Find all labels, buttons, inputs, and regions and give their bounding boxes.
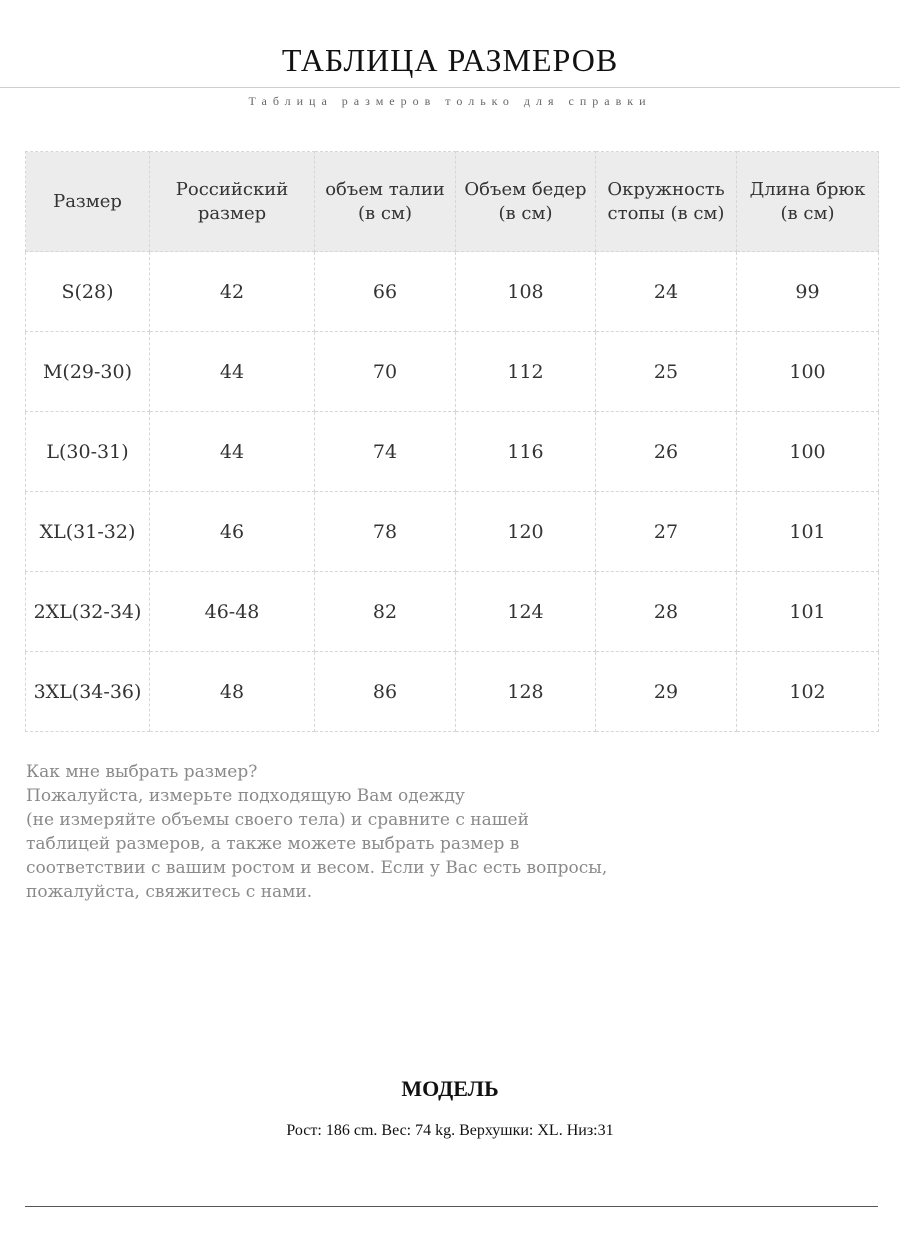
table-cell: 101 (737, 492, 879, 572)
table-row (26, 412, 879, 492)
table-header-row (26, 152, 879, 252)
table-cell: 124 (456, 572, 596, 652)
table-cell: 99 (737, 252, 879, 332)
column-header: Окружность стопы (в см) (596, 152, 737, 252)
table-cell: 48 (150, 652, 315, 732)
column-header: Российский размер (150, 152, 315, 252)
table-cell: 82 (315, 572, 456, 652)
table-row (26, 572, 879, 652)
model-heading: МОДЕЛЬ (401, 1076, 499, 1101)
table-cell: 28 (596, 572, 737, 652)
table-cell: 27 (596, 492, 737, 572)
size-guide-line: (не измеряйте объемы своего тела) и сравните с нашей (26, 810, 529, 830)
table-cell: 102 (737, 652, 879, 732)
size-guide-line: соответствии с вашим ростом и весом. Если у Вас есть вопросы, (26, 858, 608, 878)
table-cell: 74 (315, 412, 456, 492)
table-cell: 25 (596, 332, 737, 412)
table-cell: 108 (456, 252, 596, 332)
page-subtitle: Таблица размеров только для справки (248, 94, 652, 108)
size-table (25, 151, 879, 732)
table-row (26, 252, 879, 332)
page-title: ТАБЛИЦА РАЗМЕРОВ (281, 42, 619, 78)
table-cell: 24 (596, 252, 737, 332)
table-cell: 101 (737, 572, 879, 652)
table-row (26, 332, 879, 412)
table-cell: 46-48 (150, 572, 315, 652)
size-guide-line: Как мне выбрать размер? (26, 762, 258, 782)
table-cell: 26 (596, 412, 737, 492)
model-measurements: Рост: 186 cm. Вес: 74 kg. Верхушки: XL. Низ:31 (286, 1122, 614, 1139)
table-cell: 3XL(34-36) (26, 652, 150, 732)
table-cell: S(28) (26, 252, 150, 332)
table-cell: 78 (315, 492, 456, 572)
table-cell: 116 (456, 412, 596, 492)
table-cell: 29 (596, 652, 737, 732)
table-cell: 100 (737, 412, 879, 492)
table-cell: 46 (150, 492, 315, 572)
size-guide-text (26, 760, 786, 904)
column-header: Длина брюк (в см) (737, 152, 879, 252)
table-cell: 66 (315, 252, 456, 332)
table-cell: 44 (150, 412, 315, 492)
table-cell: 120 (456, 492, 596, 572)
column-header: Объем бедер (в см) (456, 152, 596, 252)
table-cell: L(30-31) (26, 412, 150, 492)
table-cell: M(29-30) (26, 332, 150, 412)
table-cell: 86 (315, 652, 456, 732)
size-table-container (25, 151, 878, 732)
table-cell: 42 (150, 252, 315, 332)
table-row (26, 652, 879, 732)
table-cell: 2XL(32-34) (26, 572, 150, 652)
bottom-divider (25, 1206, 878, 1207)
table-cell: 112 (456, 332, 596, 412)
table-cell: 70 (315, 332, 456, 412)
size-guide-line: пожалуйста, свяжитесь с нами. (26, 882, 313, 902)
table-cell: 128 (456, 652, 596, 732)
title-divider (0, 87, 900, 88)
table-row (26, 492, 879, 572)
column-header: Размер (26, 152, 150, 252)
size-guide-line: Пожалуйста, измерьте подходящую Вам одежду (26, 786, 465, 806)
table-cell: XL(31-32) (26, 492, 150, 572)
column-header: объем талии (в см) (315, 152, 456, 252)
table-cell: 100 (737, 332, 879, 412)
table-cell: 44 (150, 332, 315, 412)
size-guide-line: таблицей размеров, а также можете выбрать размер в (26, 834, 520, 854)
